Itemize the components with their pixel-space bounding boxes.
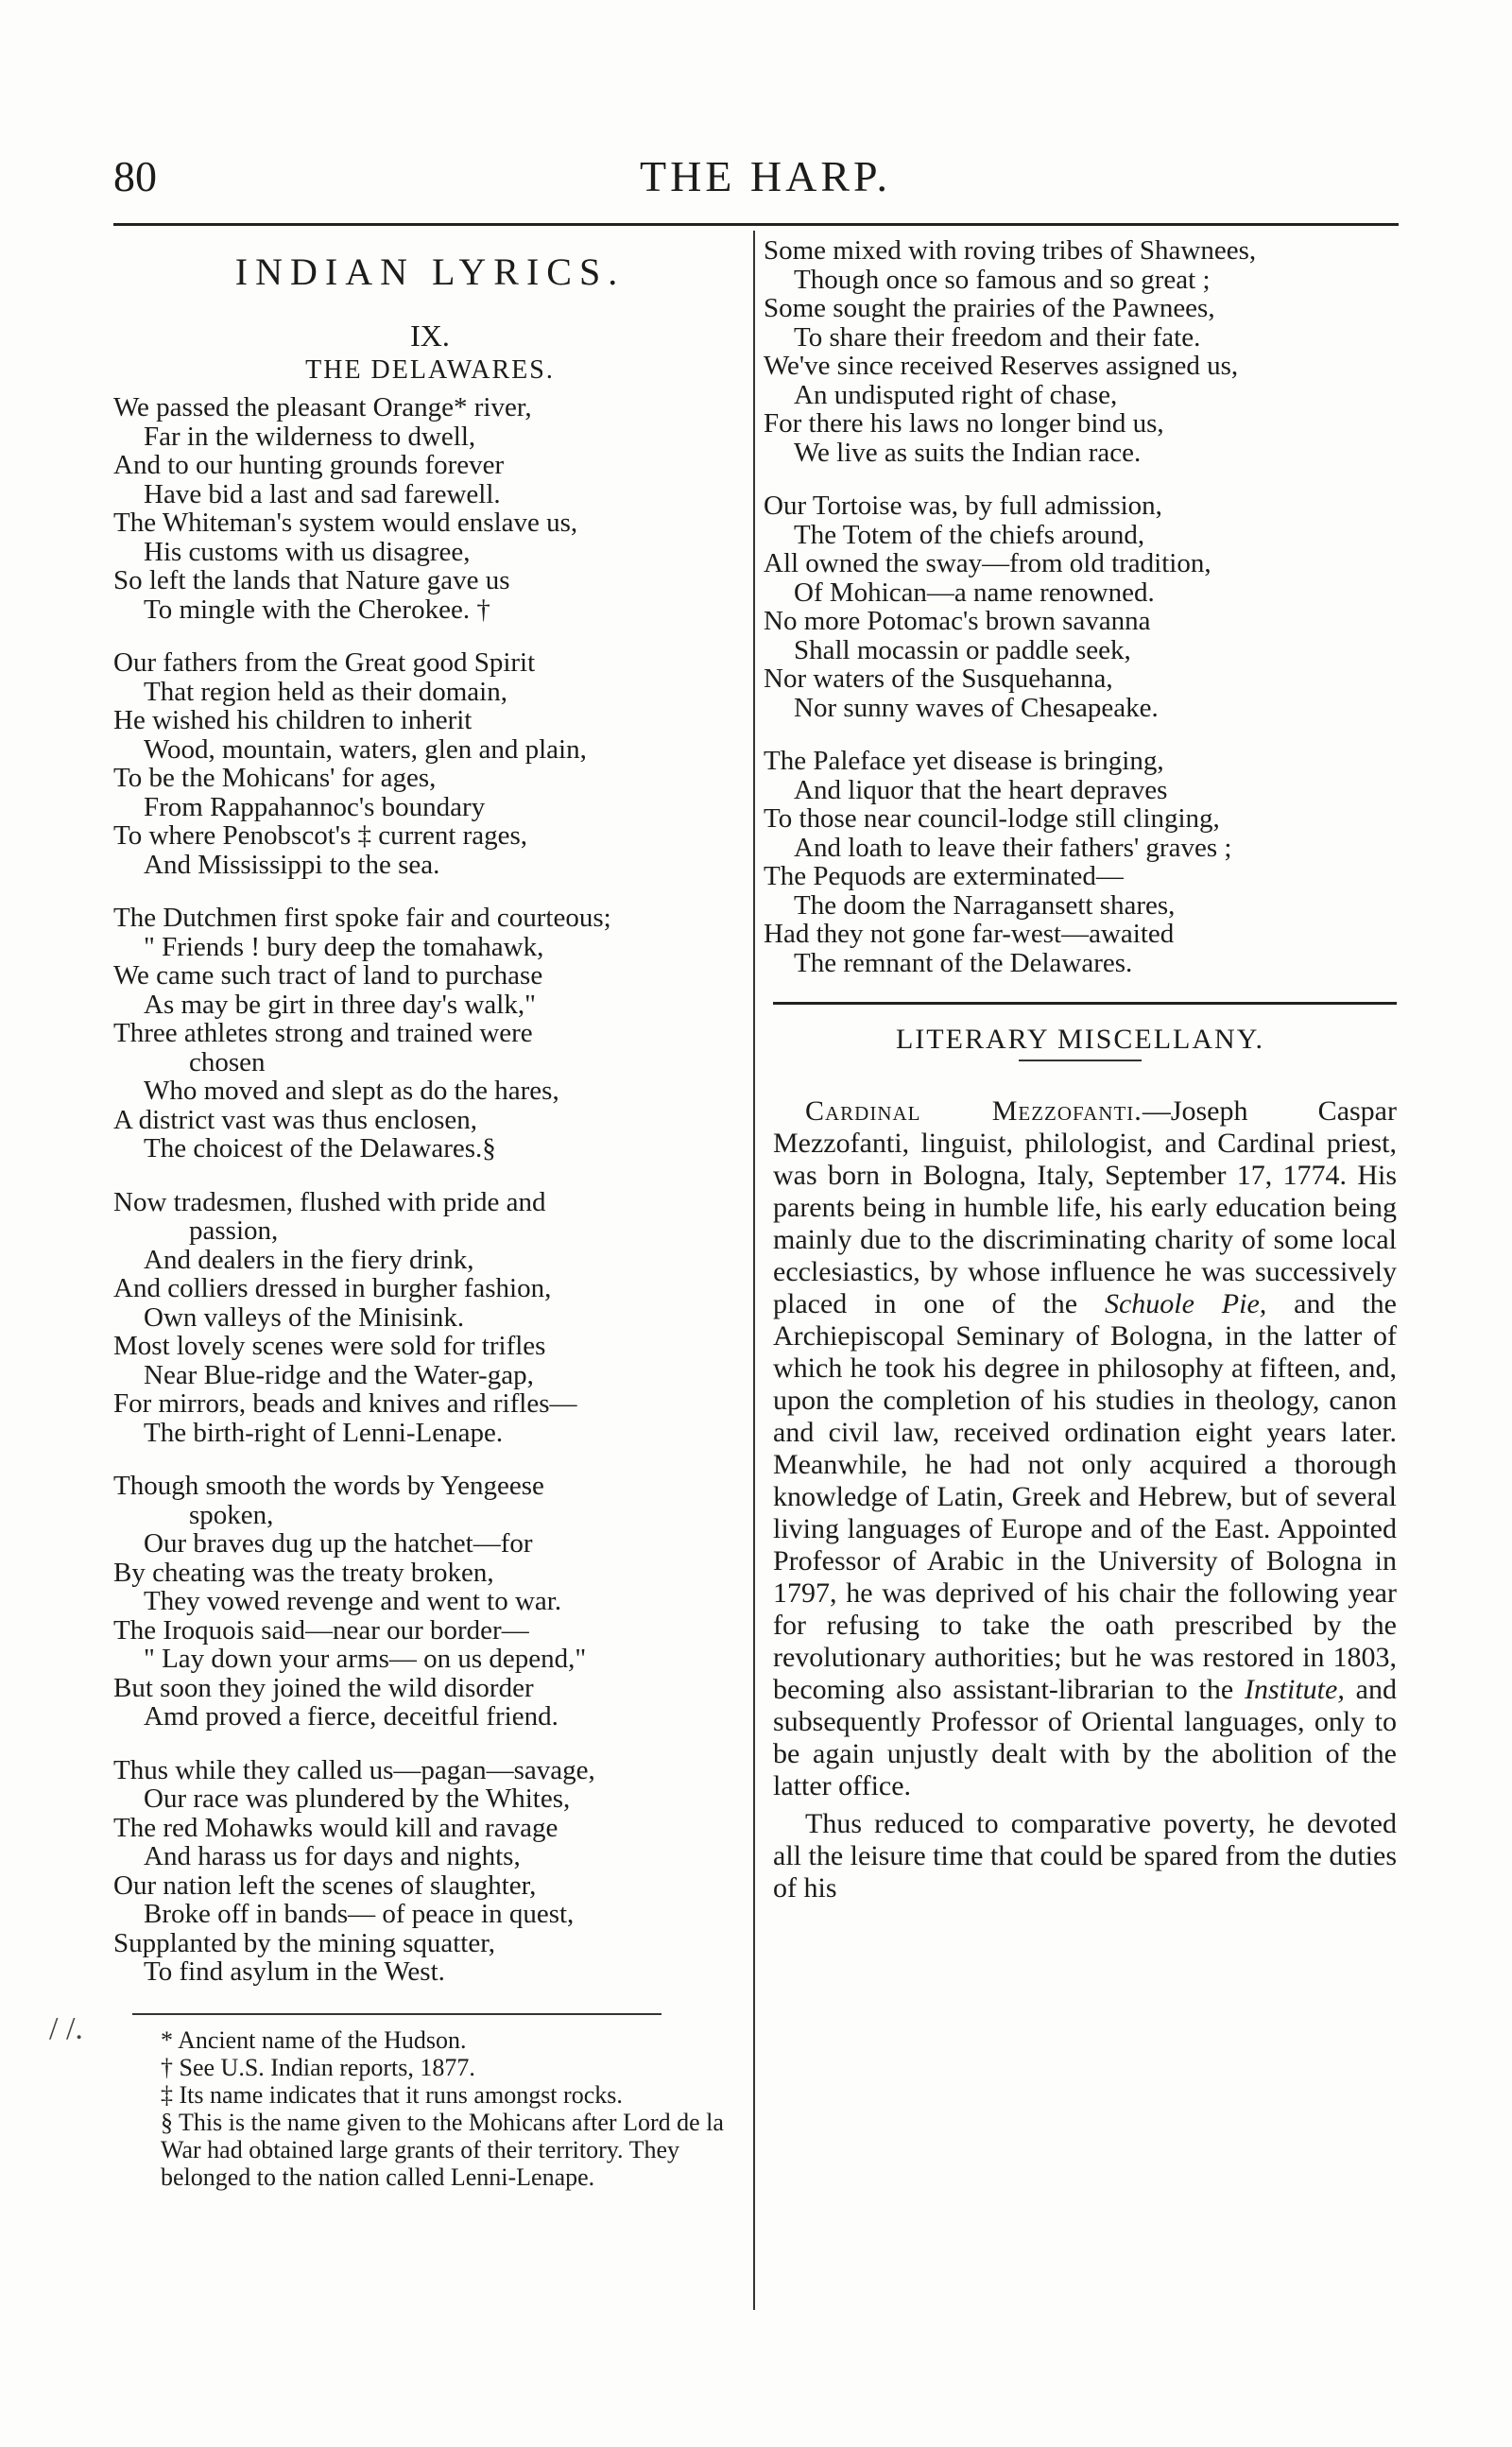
article-paragraph: Thus reduced to comparative poverty, he devoted all the leisure time that could be spared from the duties of his <box>773 1808 1397 1904</box>
verse-line: An undisputed right of chase, <box>794 379 1118 410</box>
verse-line: The choicest of the Delawares.§ <box>144 1133 496 1163</box>
verse-line: And colliers dressed in burgher fashion, <box>113 1273 552 1303</box>
stanza <box>113 393 747 624</box>
verse-line: Broke off in bands— of peace in quest, <box>144 1899 575 1929</box>
verse-line: Most lovely scenes were sold for trifles <box>113 1331 546 1361</box>
left-column <box>113 236 747 2191</box>
verse-line: " Lay down your arms— on us depend," <box>144 1644 587 1674</box>
verse-line: " Friends ! bury deep the tomahawk, <box>144 931 544 962</box>
verse-line: The red Mohawks would kill and ravage <box>113 1812 558 1843</box>
verse-line: The Totem of the chiefs around, <box>794 519 1145 550</box>
verse-line: All owned the sway—from old tradition, <box>764 548 1211 578</box>
verse-line: From Rappahannoc's boundary <box>144 791 486 822</box>
verse-line: He wished his children to inherit <box>113 705 472 735</box>
verse-line: To where Penobscot's ‡ current rages, <box>113 820 528 851</box>
stanza <box>764 747 1397 977</box>
verse-line: A district vast was thus enclosen, <box>113 1104 478 1135</box>
verse-line: So left the lands that Nature gave us <box>113 565 510 595</box>
article-paragraph <box>773 1095 1397 1802</box>
verse-line: spoken, <box>189 1499 274 1530</box>
verse-line: Our race was plundered by the Whites, <box>144 1784 571 1814</box>
verse-line: Some mixed with roving tribes of Shawnees, <box>764 235 1257 266</box>
verse-line: Nor sunny waves of Chesapeake. <box>794 692 1159 723</box>
verse-line: The doom the Narragansett shares, <box>794 889 1176 921</box>
verse-line: The Iroquois said—near our border— <box>113 1614 529 1646</box>
verse-line: Who moved and slept as do the hares, <box>144 1076 559 1106</box>
verse-line: To find asylum in the West. <box>144 1956 445 1987</box>
paragraph-text: and the Archiepiscopal Seminary of Bologna, in the latter of which he took his degree in philosophy at fifteen, and, upon the completion of his studies in theology, canon and civil law, received ordination eight years later. Meanwhile, he had not only acquired a thorough knowledge of Latin, Greek and Hebrew, but of several living languages of Europe and of the East. Appointed Professor of Arabic in the University of Bologna in 1797, he was deprived of his chair the following year for refusing to take the oath prescribed by the revolutionary authorities; but he was restored in 1803, becoming also assistant-librarian to the <box>773 1288 1397 1705</box>
verse-line: Near Blue-ridge and the Water-gap, <box>144 1359 534 1390</box>
footnote: * Ancient name of the Hudson. <box>161 2025 467 2054</box>
title-underline <box>1019 1060 1142 1061</box>
verse-line: Our braves dug up the hatchet—for <box>144 1528 533 1559</box>
verse-line: For mirrors, beads and knives and rifles— <box>113 1388 577 1419</box>
footnote-rule <box>132 2013 662 2015</box>
verse-line: passion, <box>189 1215 279 1246</box>
right-column <box>764 236 1397 1910</box>
verse-line: No more Potomac's brown savanna <box>764 606 1151 636</box>
stanza <box>113 1188 747 1448</box>
paragraph-text: —Joseph Caspar Mezzofanti, linguist, philologist, and Cardinal priest, was born in Bologna, Italy, September 17, 1774. His parents being in humble life, his early education being mainly due to the discriminating charity of some local ecclesiastics, by whose influence he was successively placed in one of the <box>773 1095 1397 1319</box>
page-number: 80 <box>113 152 157 200</box>
verse-line: To those near council-lodge still clinging, <box>764 803 1220 834</box>
verse-line: Wood, mountain, waters, glen and plain, <box>144 733 587 765</box>
verse-line: The Paleface yet disease is bringing, <box>764 746 1164 776</box>
article-lead: Cardinal Mezzofanti. <box>805 1095 1143 1127</box>
verse-line: Nor waters of the Susquehanna, <box>764 663 1113 694</box>
paragraph-text: and subsequently Professor of Oriental languages, only to be again unjustly dealt with by the abolition of the latter office. <box>773 1674 1397 1801</box>
verse-line: As may be girt in three day's walk," <box>144 989 536 1020</box>
verse-line: The Whiteman's system would enslave us, <box>113 508 578 538</box>
footnote: § This is the name given to the Mohicans after Lord de la War had obtained large grants of their territory. They belonged to the nation called Lenni-Lenape. <box>161 2108 724 2191</box>
verse-line: Had they not gone far-west—awaited <box>764 919 1175 949</box>
italic-term: Schuole Pie, <box>1104 1288 1267 1319</box>
section-title: INDIAN LYRICS. <box>234 250 626 293</box>
stanza <box>764 491 1397 722</box>
verse-line: Of Mohican—a name renowned. <box>794 577 1155 608</box>
poem-number: IX. <box>410 319 450 353</box>
verse-line: Three athletes strong and trained were <box>113 1018 533 1048</box>
verse-line: Supplanted by the mining squatter, <box>113 1927 495 1958</box>
verse-line: For there his laws no longer bind us, <box>764 408 1164 439</box>
verse-line: Though once so famous and so great ; <box>794 264 1211 295</box>
verse-line: Though smooth the words by Yengeese <box>113 1471 544 1501</box>
verse-line: Have bid a last and sad farewell. <box>144 478 501 509</box>
stanza <box>113 1756 747 1987</box>
verse-line: Own valleys of the Minisink. <box>144 1301 465 1333</box>
verse-line: And liquor that the heart depraves <box>794 774 1168 805</box>
verse-line: We live as suits the Indian race. <box>794 437 1142 468</box>
verse-line: The birth-right of Lenni-Lenape. <box>144 1417 504 1448</box>
verse-line: And Mississippi to the sea. <box>144 849 440 880</box>
section-rule <box>773 1002 1397 1005</box>
column-divider <box>753 231 755 2310</box>
poem-title: THE DELAWARES. <box>305 355 555 385</box>
stanza <box>764 236 1397 467</box>
verse-line: And dealers in the fiery drink, <box>144 1244 474 1275</box>
verse-line: We came such tract of land to purchase <box>113 960 543 991</box>
verse-line: We've since received Reserves assigned us, <box>764 351 1239 381</box>
stanza <box>113 1472 747 1732</box>
verse-line: The remnant of the Delawares. <box>794 947 1133 978</box>
verse-line: Our Tortoise was, by full admission, <box>764 491 1162 521</box>
verse-line: And harass us for days and nights, <box>144 1841 521 1871</box>
verse-line: Some sought the prairies of the Pawnees, <box>764 293 1215 323</box>
italic-term: Institute, <box>1245 1674 1345 1705</box>
header-rule <box>113 223 1399 226</box>
verse-line: His customs with us disagree, <box>144 536 471 567</box>
miscellany-title: LITERARY MISCELLANY. <box>895 1024 1264 1055</box>
verse-line: They vowed revenge and went to war. <box>144 1586 562 1616</box>
margin-pencil-mark: / /. <box>49 2011 83 2046</box>
verse-line: By cheating was the treaty broken, <box>113 1557 494 1588</box>
stanza <box>113 904 747 1163</box>
footnote: † See U.S. Indian reports, 1877. <box>161 2053 475 2081</box>
verse-line: Our fathers from the Great good Spirit <box>113 647 536 678</box>
verse-line: Far in the wilderness to dwell, <box>144 421 476 452</box>
verse-line: Our nation left the scenes of slaughter, <box>113 1870 537 1901</box>
verse-line: We passed the pleasant Orange* river, <box>113 392 532 422</box>
verse-line: To share their freedom and their fate. <box>794 321 1201 353</box>
verse-line: To be the Mohicans' for ages, <box>113 763 437 793</box>
page-header <box>113 151 1418 208</box>
running-title: THE HARP. <box>639 152 892 200</box>
verse-line: And to our hunting grounds forever <box>113 450 505 480</box>
verse-line: But soon they joined the wild disorder <box>113 1672 534 1703</box>
verse-line: Thus while they called us—pagan—savage, <box>113 1754 595 1785</box>
verse-line: Shall mocassin or paddle seek, <box>794 634 1131 665</box>
verse-line: Amd proved a fierce, deceitful friend. <box>144 1701 558 1732</box>
verse-line: To mingle with the Cherokee. † <box>144 594 490 625</box>
footnote: ‡ Its name indicates that it runs amongst rocks. <box>161 2080 623 2109</box>
verse-line: The Pequods are exterminated— <box>764 861 1124 891</box>
verse-line: And loath to leave their fathers' graves ; <box>794 832 1232 863</box>
verse-line: The Dutchmen first spoke fair and courteous; <box>113 903 611 933</box>
verse-line: Now tradesmen, flushed with pride and <box>113 1186 546 1217</box>
verse-line: chosen <box>189 1046 266 1077</box>
verse-line: That region held as their domain, <box>144 676 507 707</box>
stanza <box>113 648 747 879</box>
